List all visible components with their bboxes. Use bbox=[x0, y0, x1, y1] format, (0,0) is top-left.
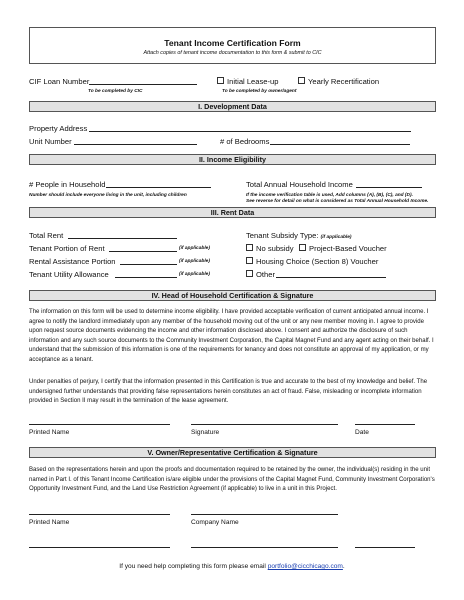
bedrooms-field[interactable] bbox=[270, 144, 410, 145]
footer-text: If you need help completing this form please email bbox=[119, 563, 266, 570]
hoh-paragraph-1: The information on this form will be used to determine income eligibility. I have provided acceptable verification of current anticipated annual income. I agree to notify the landlord immediately upon any member of the household moving out of the unit or any new member moving in. I agree to provide upon request source documents evidencing the income and other information disclosed above. I consent and authorize the disclosure of such information and any such source documents to the Community Investment Corporation, the Capital Magnet Fund and any agent acting on their behalf. I understand that the submission of this information is one of the requirements for tenancy and does not constitute an approval of my application, or my acceptance as a tenant. bbox=[29, 309, 434, 363]
initial-leaseup-option[interactable] bbox=[217, 77, 279, 86]
project-based-checkbox[interactable] bbox=[299, 244, 306, 251]
tenant-portion-label: Tenant Portion of Rent bbox=[29, 244, 105, 253]
yearly-recert-label: Yearly Recertification bbox=[308, 77, 380, 86]
owner-title-field[interactable] bbox=[191, 547, 338, 548]
unit-number-label: Unit Number bbox=[29, 137, 72, 146]
owner-note: To be completed by owner/agent bbox=[222, 89, 297, 94]
footer-period: . bbox=[342, 563, 345, 570]
project-based-option[interactable] bbox=[299, 244, 387, 253]
utility-allowance-label: Tenant Utility Allowance bbox=[29, 270, 109, 279]
hoh-printed-name-field[interactable] bbox=[29, 424, 170, 425]
people-household-field[interactable] bbox=[106, 187, 211, 188]
tenant-portion-applicable: (if applicable) bbox=[179, 246, 210, 251]
initial-leaseup-label: Initial Lease-up bbox=[227, 77, 279, 86]
no-subsidy-checkbox[interactable] bbox=[246, 244, 253, 251]
total-income-field[interactable] bbox=[356, 187, 422, 188]
total-rent-label: Total Rent bbox=[29, 231, 64, 240]
hoh-paragraph-2: Under penalties of perjury, I certify that the information presented in this Certification is true and accurate to the best of my knowledge and belief. The undersigned further understands that providing false representations herein constitutes an act of fraud. False, misleading or incomplete information provided in Section II may result in the termination of the lease agreement. bbox=[29, 379, 428, 405]
property-address-label: Property Address bbox=[29, 124, 88, 133]
bedrooms-label: # of Bedrooms bbox=[220, 137, 270, 146]
other-subsidy-checkbox[interactable] bbox=[246, 270, 253, 277]
housing-choice-option[interactable] bbox=[246, 257, 378, 266]
hoh-date-label: Date bbox=[355, 429, 369, 436]
section-development-data: I. Development Data bbox=[29, 101, 436, 112]
section-hoh-certification: IV. Head of Household Certification & Signature bbox=[29, 290, 436, 301]
owner-date-field[interactable] bbox=[355, 547, 415, 548]
no-subsidy-label: No subsidy bbox=[256, 244, 294, 253]
owner-signature-field[interactable] bbox=[29, 547, 170, 548]
owner-paragraph: Based on the representations herein and upon the proofs and documentation required to be retained by the owner, the individual(s) residing in the unit named in Part I. of this Tenant Income Certification is/are eligible under the provisions of the Capital Magnet Fund, Community Investment Corporation's Opportunity Investment Fund, and the Land Use Restriction Agreement (if applicable) to live in a unit in this Project. bbox=[29, 467, 435, 493]
section-income-eligibility: II. Income Eligibility bbox=[29, 154, 436, 165]
yearly-recert-checkbox[interactable] bbox=[298, 77, 305, 84]
hoh-date-field[interactable] bbox=[355, 424, 415, 425]
total-income-note-1: If the income verification table is used, Add columns (A), (B), (C), and (D). bbox=[246, 193, 413, 198]
hoh-printed-name-label: Printed Name bbox=[29, 429, 70, 436]
owner-printed-name-label: Printed Name bbox=[29, 519, 70, 526]
other-subsidy-label: Other bbox=[256, 270, 275, 279]
section-rent-data: III. Rent Data bbox=[29, 207, 436, 218]
assistance-portion-applicable: (if applicable) bbox=[179, 259, 210, 264]
utility-allowance-applicable: (if applicable) bbox=[179, 272, 210, 277]
hoh-signature-label: Signature bbox=[191, 429, 220, 436]
total-income-label: Total Annual Household Income bbox=[246, 180, 353, 189]
subsidy-type-label bbox=[246, 231, 352, 240]
project-based-label: Project-Based Voucher bbox=[309, 244, 387, 253]
owner-company-name-label: Company Name bbox=[191, 519, 239, 526]
people-household-label: # People in Household bbox=[29, 180, 106, 189]
yearly-recert-option[interactable] bbox=[298, 77, 379, 86]
form-subtitle: Attach copies of tenant income documentation to this form & submit to CIC bbox=[143, 50, 322, 56]
section-owner-certification: V. Owner/Representative Certification & Signature bbox=[29, 447, 436, 458]
total-rent-field[interactable] bbox=[68, 238, 177, 239]
unit-number-field[interactable] bbox=[74, 144, 197, 145]
loan-number-field[interactable] bbox=[89, 84, 197, 85]
subsidy-type-applicable: (if applicable) bbox=[320, 235, 352, 240]
other-subsidy-option[interactable] bbox=[246, 270, 275, 279]
initial-leaseup-checkbox[interactable] bbox=[217, 77, 224, 84]
other-subsidy-field[interactable] bbox=[276, 277, 386, 278]
total-income-note-2: See reverse for detail on what is considered as Total Annual Household Income. bbox=[246, 199, 429, 204]
owner-printed-name-field[interactable] bbox=[29, 514, 170, 515]
subsidy-type-text: Tenant Subsidy Type: bbox=[246, 231, 319, 240]
hoh-signature-field[interactable] bbox=[191, 424, 338, 425]
tenant-portion-field[interactable] bbox=[109, 251, 177, 252]
housing-choice-label: Housing Choice (Section 8) Voucher bbox=[256, 257, 379, 266]
assistance-portion-field[interactable] bbox=[120, 264, 177, 265]
form-title: Tenant Income Certification Form bbox=[164, 38, 301, 48]
people-household-note: Number should include everyone living in the unit, including children bbox=[29, 193, 187, 198]
property-address-field[interactable] bbox=[89, 131, 411, 132]
utility-allowance-field[interactable] bbox=[115, 277, 177, 278]
loan-number-label: CIF Loan Number bbox=[29, 77, 90, 86]
assistance-portion-label: Rental Assistance Portion bbox=[29, 257, 116, 266]
housing-choice-checkbox[interactable] bbox=[246, 257, 253, 264]
footer-help bbox=[0, 563, 464, 570]
footer-email-link[interactable]: portfolio@cicchicago.com bbox=[267, 563, 343, 570]
no-subsidy-option[interactable] bbox=[246, 244, 294, 253]
owner-company-name-field[interactable] bbox=[191, 514, 338, 515]
form-header-box bbox=[29, 27, 436, 64]
loan-number-note: To be completed by CIC bbox=[88, 89, 143, 94]
